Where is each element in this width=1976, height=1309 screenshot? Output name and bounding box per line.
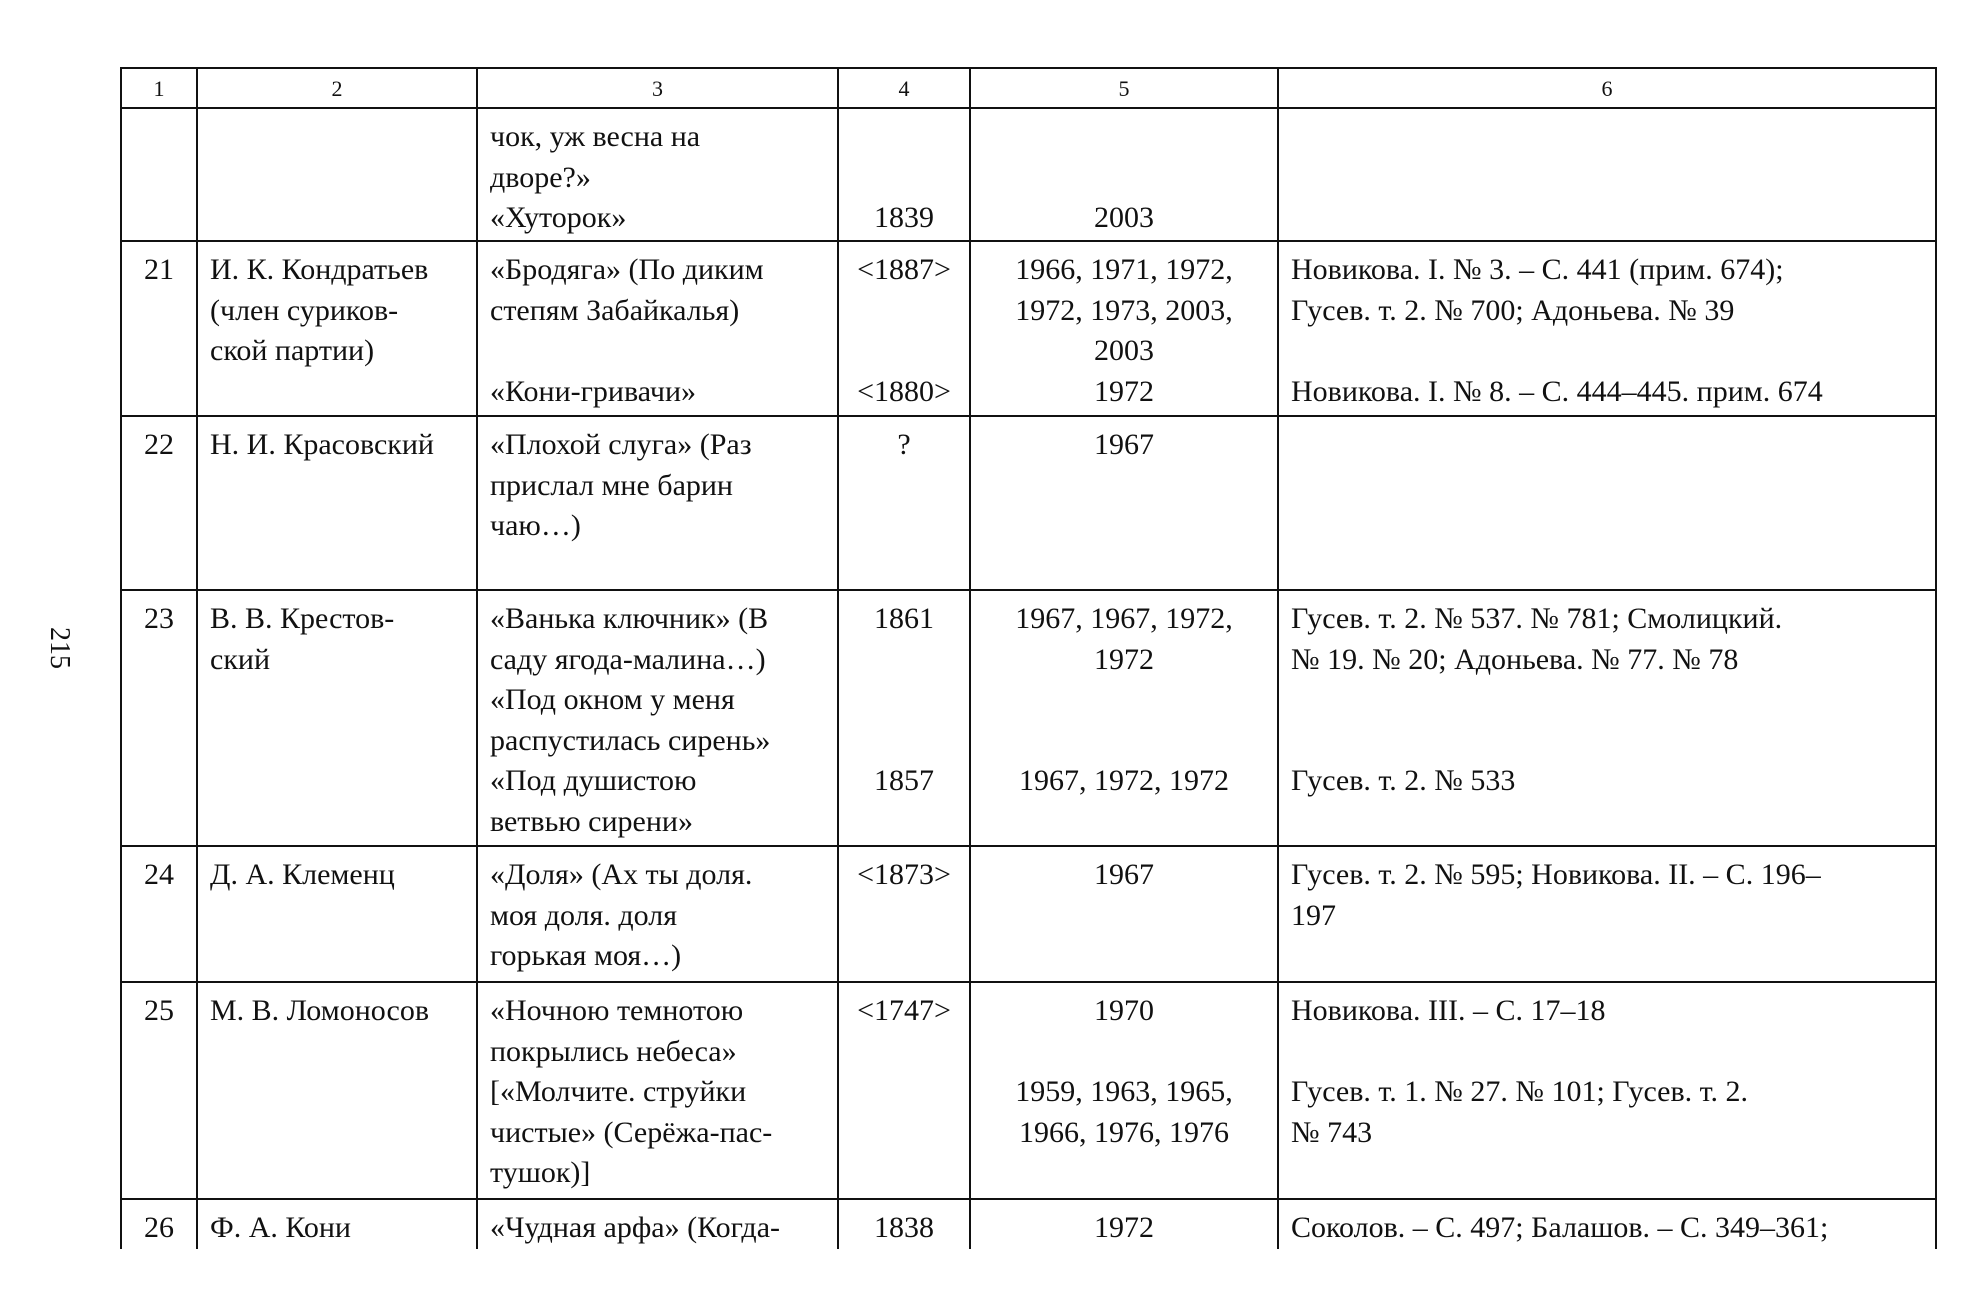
cell-line: «Чудная арфа» (Когда- — [490, 1211, 780, 1244]
cell-line — [839, 331, 969, 372]
cell-line: [«Молчите. струйки — [490, 1075, 747, 1108]
cell-line: В. В. Крестов- — [210, 602, 395, 635]
cell-line: распустилась сирень» — [490, 723, 771, 757]
cell-year-written — [839, 109, 971, 240]
cell-line — [971, 158, 1277, 199]
cell-line: степям Забайкалья) — [490, 293, 740, 327]
cell-line — [971, 680, 1277, 721]
cell-line: 1970 — [1094, 994, 1154, 1027]
cell-song-title — [478, 1200, 839, 1249]
cell-line: ветвью сирени» — [490, 804, 693, 838]
cell-line — [1291, 680, 1923, 721]
cell-year-written — [839, 1200, 971, 1249]
cell-line — [971, 721, 1277, 762]
cell-row-number — [122, 847, 198, 981]
cell-years-recorded — [971, 417, 1279, 589]
cell-line — [490, 331, 825, 372]
cell-line: ский — [210, 642, 270, 676]
cell-line: Гусев. т. 1. № 27. № 101; Гусев. т. 2. — [1291, 1075, 1749, 1108]
cell-line: 22 — [144, 428, 174, 461]
cell-song-title — [478, 847, 839, 981]
column-header-5: 5 — [971, 69, 1279, 107]
cell-year-written — [839, 847, 971, 981]
cell-line: Новикова. I. № 8. – С. 444–445. прим. 674 — [1291, 374, 1823, 408]
cell-line: «Хуторок» — [490, 201, 627, 234]
cell-line: «Под окном у меня — [490, 683, 735, 716]
cell-line — [1291, 1032, 1923, 1073]
cell-author — [198, 591, 478, 845]
cell-author — [198, 242, 478, 415]
table-row — [122, 983, 1937, 1200]
cell-line: «Бродяга» (По диким — [490, 253, 764, 286]
cell-line: 1959, 1963, 1965, — [1015, 1075, 1233, 1108]
cell-line: (член суриков- — [210, 293, 399, 327]
cell-line: 197 — [1291, 898, 1336, 932]
cell-line: «Под душистою — [490, 764, 697, 797]
cell-line: № 743 — [1291, 1115, 1373, 1149]
cell-line: 1967 — [1094, 858, 1154, 891]
cell-line: Н. И. Красовский — [210, 428, 434, 461]
table-row — [122, 847, 1937, 983]
cell-line: 23 — [144, 602, 174, 635]
cell-line: ской партии) — [210, 334, 375, 367]
cell-line: № 19. № 20; Адоньева. № 77. № 78 — [1291, 642, 1739, 676]
cell-line: 1972 — [1094, 1211, 1154, 1244]
cell-sources — [1279, 109, 1937, 240]
cell-line: <1880> — [857, 374, 951, 408]
cell-row-number — [122, 1200, 198, 1249]
cell-line: чок, уж весна на — [490, 120, 701, 153]
cell-years-recorded — [971, 1200, 1279, 1249]
column-header-3: 3 — [478, 69, 839, 107]
cell-years-recorded — [971, 591, 1279, 845]
cell-years-recorded — [971, 242, 1279, 415]
cell-line: горькая моя…) — [490, 939, 682, 972]
cell-line: Новикова. I. № 3. – С. 441 (прим. 674); — [1291, 253, 1784, 286]
cell-author — [198, 417, 478, 589]
cell-years-recorded — [971, 983, 1279, 1198]
cell-line: 1967 — [1094, 428, 1154, 461]
cell-line: 1966, 1976, 1976 — [1019, 1115, 1229, 1149]
column-header-1: 1 — [122, 69, 198, 107]
cell-sources — [1279, 417, 1937, 589]
cell-line: чистые» (Серёжа-пас- — [490, 1115, 773, 1149]
cell-line: 1972, 1973, 2003, — [1015, 293, 1233, 327]
cell-years-recorded — [971, 109, 1279, 240]
cell-row-number — [122, 983, 198, 1198]
cell-song-title — [478, 591, 839, 845]
cell-line: 1972 — [1094, 374, 1154, 408]
cell-line: 1967, 1967, 1972, — [1015, 602, 1233, 635]
cell-line — [1291, 721, 1923, 762]
cell-line: Гусев. т. 2. № 700; Адоньева. № 39 — [1291, 293, 1735, 327]
cell-line: Ф. А. Кони — [210, 1211, 351, 1244]
cell-line — [122, 117, 196, 158]
cell-line: 1966, 1971, 1972, — [1015, 253, 1233, 286]
cell-year-written — [839, 242, 971, 415]
cell-line: чаю…) — [490, 509, 581, 542]
cell-line: Д. А. Клеменц — [210, 858, 395, 891]
table-row — [122, 591, 1937, 847]
table-row — [122, 1200, 1937, 1249]
cell-line: 1861 — [874, 602, 934, 635]
cell-line: 25 — [144, 994, 174, 1027]
cell-line: 21 — [144, 253, 174, 286]
cell-author — [198, 847, 478, 981]
cell-line — [210, 117, 464, 158]
page-number: 215 — [44, 627, 75, 669]
cell-sources — [1279, 983, 1937, 1198]
cell-line: <1887> — [857, 253, 951, 286]
cell-line — [971, 117, 1277, 158]
cell-line: Гусев. т. 2. № 533 — [1291, 764, 1516, 797]
cell-line: Новикова. III. – С. 17–18 — [1291, 994, 1606, 1027]
cell-line: дворе?» — [490, 160, 591, 194]
column-header-6: 6 — [1279, 69, 1937, 107]
cell-sources — [1279, 1200, 1937, 1249]
cell-line — [1291, 117, 1923, 158]
cell-line: 2003 — [1094, 334, 1154, 367]
cell-row-number — [122, 591, 198, 845]
cell-line: <1747> — [857, 994, 951, 1027]
cell-line: «Ночною темнотою — [490, 994, 744, 1027]
cell-line: моя доля. доля — [490, 898, 677, 932]
column-header-2: 2 — [198, 69, 478, 107]
cell-line — [1291, 331, 1923, 372]
cell-song-title — [478, 242, 839, 415]
cell-line: 1838 — [874, 1211, 934, 1244]
cell-author — [198, 983, 478, 1198]
cell-song-title — [478, 417, 839, 589]
cell-sources — [1279, 591, 1937, 845]
bibliography-table — [120, 67, 1937, 1249]
cell-sources — [1279, 847, 1937, 981]
cell-line: И. К. Кондратьев — [210, 253, 429, 286]
cell-row-number — [122, 109, 198, 240]
table-row — [122, 242, 1937, 417]
cell-row-number — [122, 242, 198, 415]
cell-author — [198, 109, 478, 240]
column-header-4: 4 — [839, 69, 971, 107]
cell-song-title — [478, 109, 839, 240]
cell-line — [1291, 425, 1923, 466]
cell-line: 1839 — [874, 201, 934, 234]
cell-line: 26 — [144, 1211, 174, 1244]
cell-line: М. В. Ломоносов — [210, 994, 429, 1027]
cell-year-written — [839, 417, 971, 589]
cell-line — [839, 158, 969, 199]
cell-sources — [1279, 242, 1937, 415]
cell-line: 1857 — [874, 764, 934, 797]
cell-line: Гусев. т. 2. № 595; Новикова. II. – С. 196– — [1291, 858, 1821, 891]
cell-line: «Кони-гривачи» — [490, 374, 697, 408]
header-row — [122, 69, 1937, 109]
cell-line: тушок)] — [490, 1156, 591, 1189]
cell-line: «Доля» (Ах ты доля. — [490, 858, 753, 891]
cell-line: 2003 — [1094, 201, 1154, 234]
cell-line: ? — [897, 428, 911, 461]
cell-line: 24 — [144, 858, 174, 891]
cell-author — [198, 1200, 478, 1249]
cell-line: <1873> — [857, 858, 951, 891]
cell-line — [971, 1032, 1277, 1073]
cell-line: 1967, 1972, 1972 — [1019, 764, 1229, 797]
cell-line — [839, 680, 969, 721]
cell-line: 1972 — [1094, 642, 1154, 676]
cell-line — [839, 640, 969, 681]
cell-year-written — [839, 591, 971, 845]
cell-line: Гусев. т. 2. № 537. № 781; Смолицкий. — [1291, 602, 1783, 635]
cell-line: Соколов. – С. 497; Балашов. – С. 349–361; — [1291, 1211, 1829, 1244]
cell-line: покрылись небеса» — [490, 1034, 737, 1068]
cell-line — [839, 291, 969, 332]
cell-line: «Плохой слуга» (Раз — [490, 428, 752, 461]
table-row — [122, 109, 1937, 242]
cell-line: прислал мне барин — [490, 468, 733, 502]
cell-year-written — [839, 983, 971, 1198]
cell-line — [839, 117, 969, 158]
cell-line: «Ванька ключник» (В — [490, 602, 769, 635]
table-row — [122, 417, 1937, 591]
cell-row-number — [122, 417, 198, 589]
cell-line — [839, 721, 969, 762]
cell-years-recorded — [971, 847, 1279, 981]
cell-song-title — [478, 983, 839, 1198]
cell-line: саду ягода-малина…) — [490, 642, 766, 676]
